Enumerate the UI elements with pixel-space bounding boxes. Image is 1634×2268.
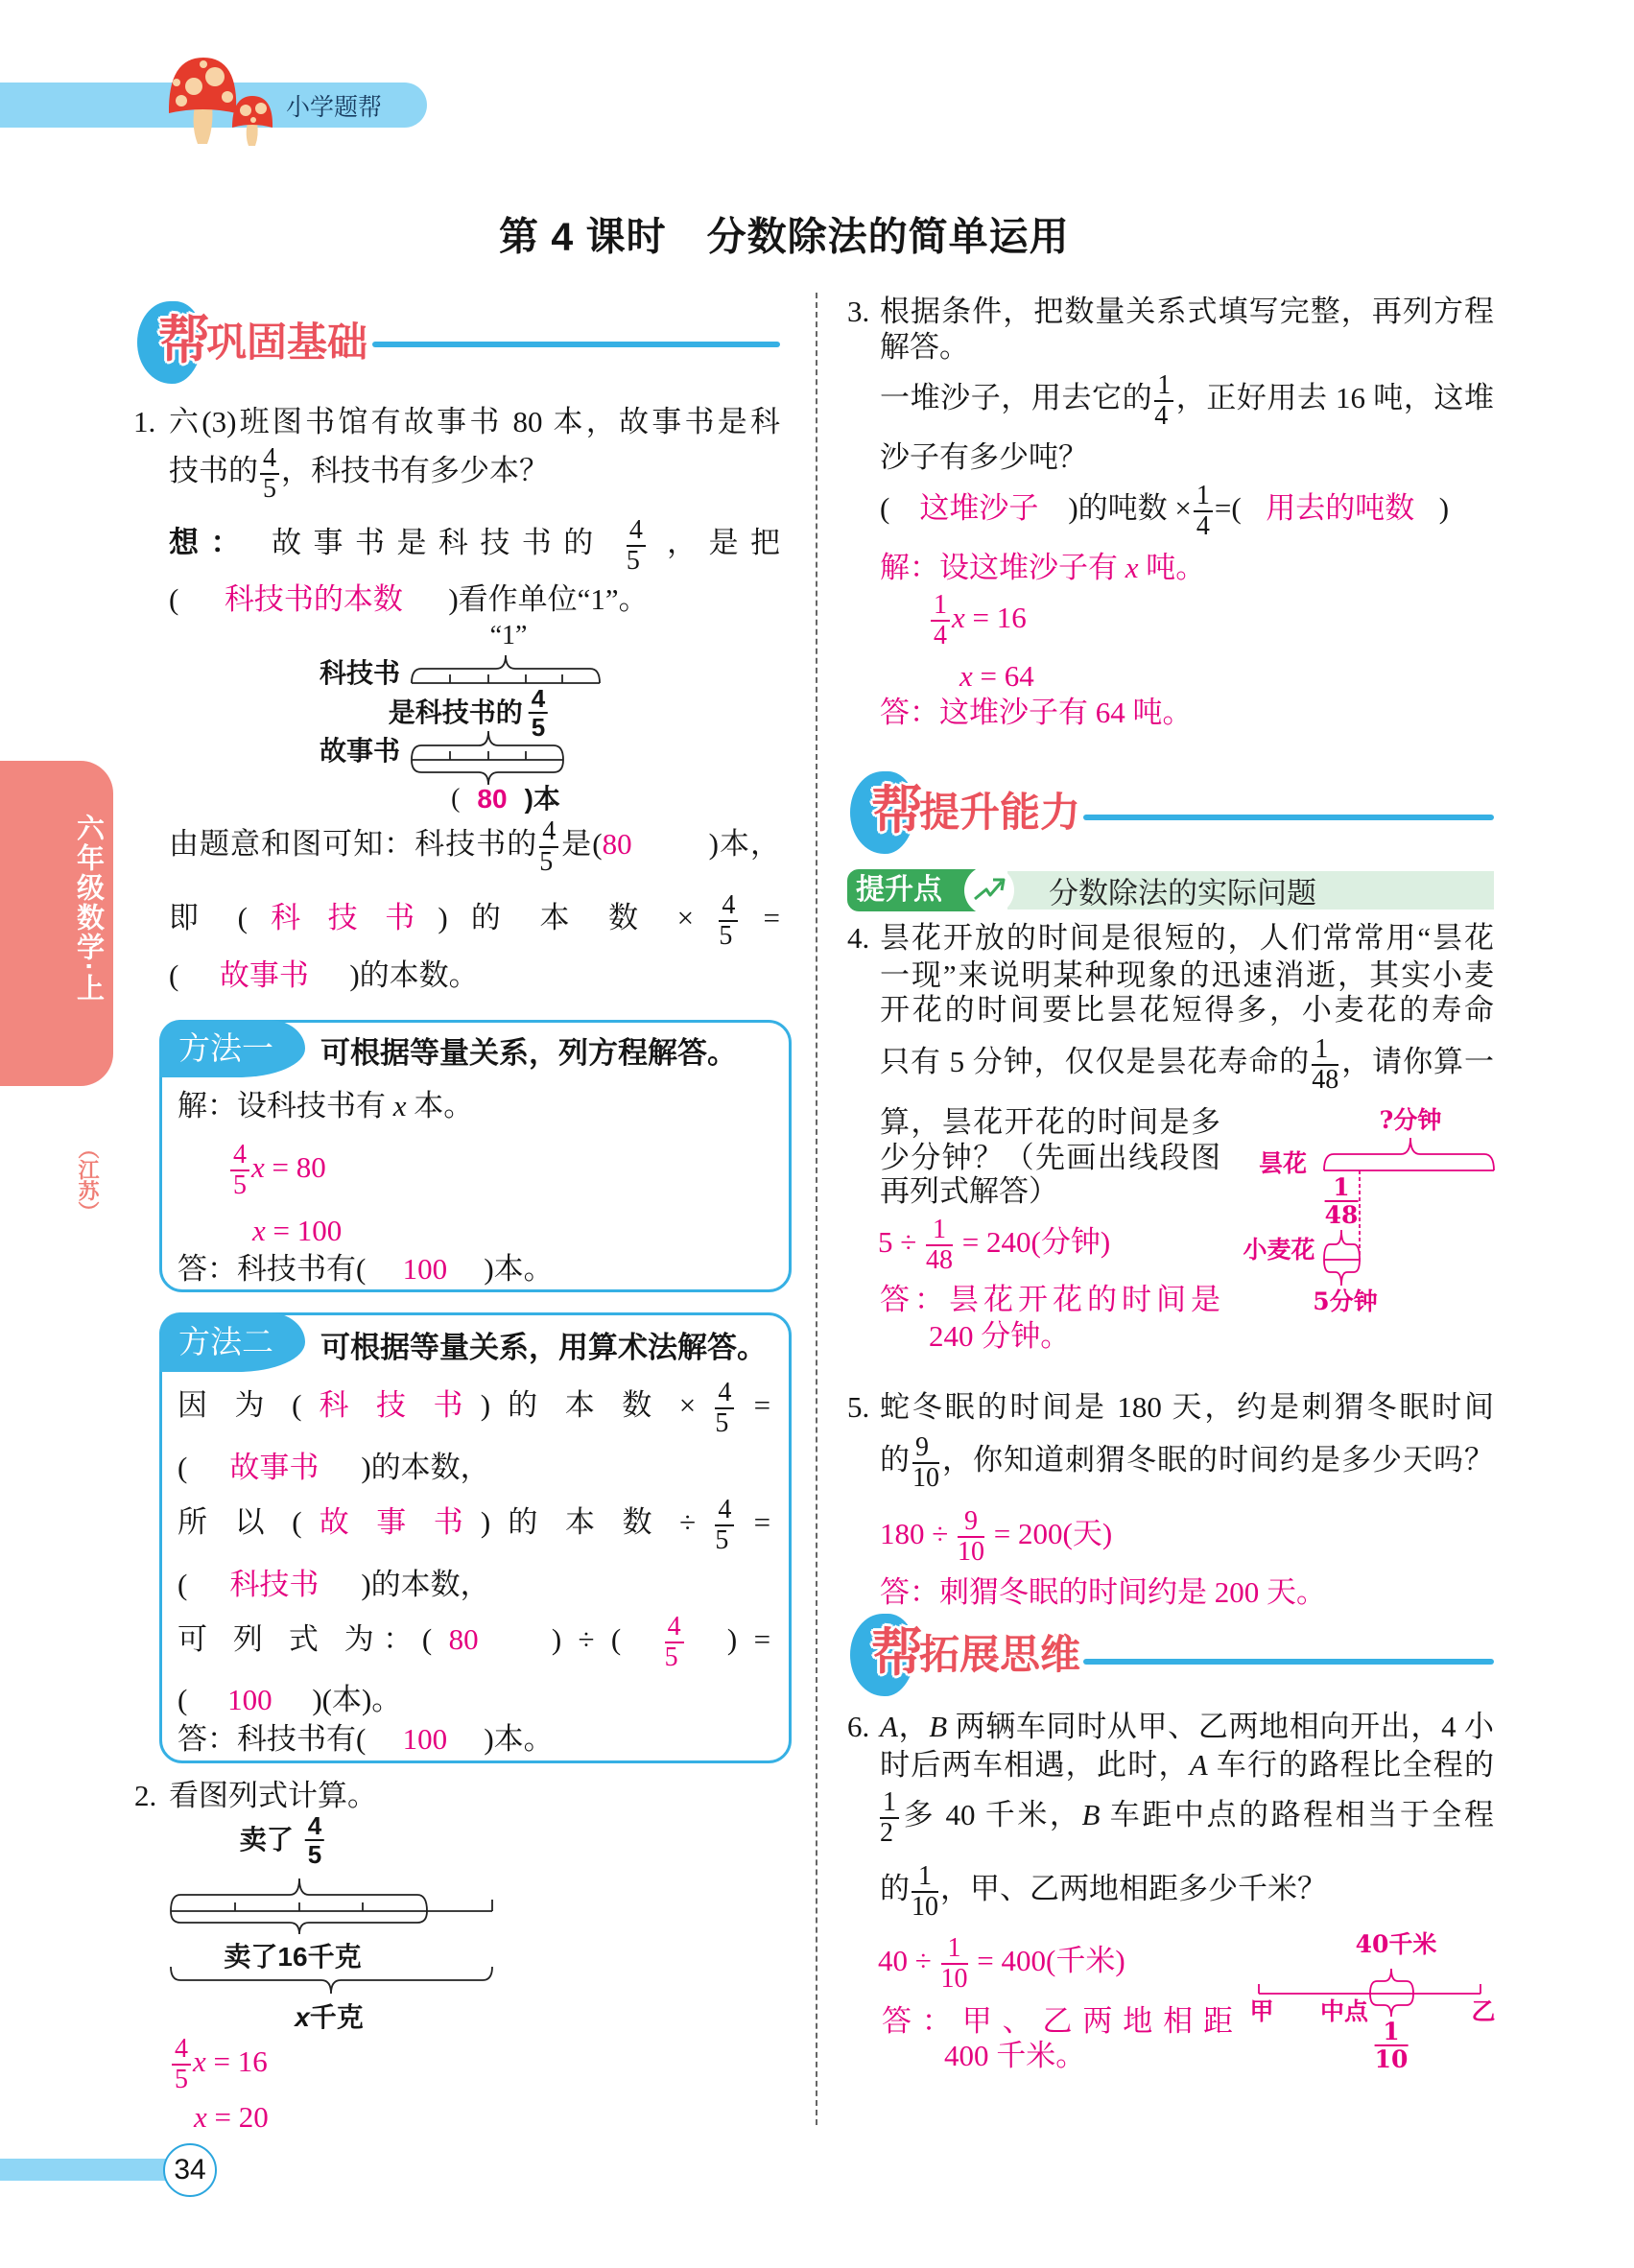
text: 是科技书的 (388, 697, 523, 727)
answer-blank: 故事书 (229, 1451, 320, 1484)
text: ( (178, 1683, 188, 1716)
problem-3-number: 3. (847, 295, 870, 328)
numerator: 4 (305, 1813, 324, 1841)
text: 答：科技书有( (178, 1722, 367, 1756)
problem-5-calculation (880, 1508, 1112, 1566)
method-2-line-4 (178, 1566, 490, 1604)
answer-blank: 科技书 (229, 1568, 320, 1601)
numerator: 4 (260, 445, 279, 475)
problem-6-calculation (878, 1935, 1125, 1993)
key-point-label: 分数除法的实际问题 (1049, 876, 1316, 911)
diagram-relation-label (389, 686, 550, 740)
answer-blank: 这堆沙子 (919, 491, 1039, 526)
fraction (715, 1380, 734, 1437)
text: 的 (880, 1443, 911, 1477)
text: ， (897, 1710, 930, 1743)
problem-1-ie-line (169, 892, 780, 950)
text: = 100 (265, 1214, 343, 1247)
text: ，甲、乙两地相距多少千米？ (940, 1872, 1327, 1906)
section-header-basic (137, 299, 387, 386)
denominator: 4 (934, 621, 947, 650)
denominator: 5 (531, 713, 546, 742)
method-2-line-5 (178, 1614, 770, 1671)
diagram-tanhua-label: 昙花 (1258, 1149, 1308, 1177)
problem-1-deduce-line (169, 818, 780, 876)
numerator: 4 (539, 818, 558, 848)
variable: x (959, 659, 973, 693)
problem-1-line-2 (169, 445, 549, 503)
lesson-title: 第 4 课时 分数除法的简单运用 (499, 214, 1070, 259)
text: ) ÷ ( (551, 1622, 622, 1657)
section-badge: 帮 (871, 1624, 923, 1682)
text: 解：设这堆沙子有 (880, 551, 1125, 584)
text: 时后两车相遇，此时， (880, 1748, 1190, 1782)
denominator: 5 (719, 921, 733, 951)
text: ( (178, 1568, 188, 1601)
mushroom-logo-icon (154, 48, 288, 154)
problem-6-answer-line-2: 400 千米。 (944, 2039, 1086, 2072)
problem-1-number: 1. (133, 405, 156, 438)
text: = 16 (205, 2044, 268, 2079)
denominator: 5 (664, 1642, 678, 1672)
section-badge: 帮 (158, 312, 210, 369)
section-badge: 帮 (871, 782, 923, 839)
variable: x (193, 2044, 206, 2079)
denominator: 10 (1374, 2045, 1409, 2073)
text: )本。 (484, 1252, 554, 1286)
problem-3-solution (959, 657, 1034, 696)
car-b: B (1081, 1798, 1101, 1832)
denominator: 5 (715, 1525, 729, 1555)
text: =( (1214, 491, 1242, 526)
text: 一堆沙子，用去它的 (880, 381, 1153, 415)
fraction (1194, 483, 1213, 540)
numerator: 9 (958, 1508, 984, 1538)
variable: x (952, 601, 965, 635)
problem-3-line-4: 沙子有多少吨？ (880, 440, 1088, 474)
text: )本， (708, 827, 781, 862)
fraction (941, 1935, 968, 1993)
problem-6-line-3 (880, 1789, 1494, 1847)
fraction (627, 517, 646, 575)
problem-3-let (880, 549, 1205, 587)
text: 两辆车同时从甲、乙两地相向开出，4 小 (947, 1710, 1494, 1743)
denominator: 10 (940, 1964, 968, 1994)
answer-blank: 故事书 (219, 958, 309, 992)
fraction (719, 892, 738, 950)
fraction (260, 445, 279, 503)
text: = 64 (972, 659, 1034, 693)
denominator: 10 (958, 1537, 985, 1567)
text: 车距中点的路程相当于全程 (1100, 1798, 1494, 1832)
numerator: 4 (172, 2036, 191, 2066)
diagram-story-label: 故事书 (319, 736, 401, 766)
fraction (230, 1142, 249, 1199)
fraction (912, 1434, 939, 1492)
text: ) 的 本 数 ÷ (480, 1505, 697, 1540)
method-2-box (159, 1312, 792, 1763)
numerator: 1 (926, 1217, 953, 1246)
car-b: B (929, 1710, 948, 1743)
text: 40 ÷ (878, 1944, 932, 1978)
method-1-tag: 方法一 (159, 1020, 305, 1077)
text: )的本数， (361, 1568, 490, 1601)
text: = 80 (264, 1150, 326, 1185)
problem-4-answer-line-1: 答：昙花开花的时间是 (880, 1283, 1220, 1316)
diagram-total-label (451, 785, 560, 814)
numerator: 1 (1375, 2020, 1409, 2046)
problem-4-line-7: 再列式解答） (880, 1174, 1058, 1208)
answer-blank: 科技书的本数 (224, 582, 403, 616)
text: = (753, 1505, 771, 1540)
problem-5-answer: 答：刺猬冬眠的时间约是 200 天。 (880, 1575, 1326, 1609)
answer-value: 80 (477, 784, 508, 814)
diagram-distance-label: 40千米 (1355, 1930, 1437, 1958)
denominator: 5 (715, 1408, 729, 1438)
problem-5-number: 5. (847, 1390, 870, 1424)
numerator: 4 (627, 517, 646, 547)
diagram-total-time-label: ?分钟 (1379, 1106, 1442, 1134)
variable: x (194, 2100, 207, 2134)
think-label: 想： (169, 526, 252, 560)
section-label: 拓展思维 (919, 1632, 1081, 1677)
problem-4-line-2: 一现”来说明某种现象的迅速消逝，其实小麦 (880, 958, 1494, 992)
problem-5-line-2 (880, 1434, 1494, 1492)
method-2-title: 可根据等量关系，用算术法解答。 (320, 1331, 767, 1364)
problem-3-answer: 答：这堆沙子有 64 吨。 (880, 696, 1193, 729)
method-2-line-6 (178, 1681, 401, 1719)
fraction (880, 1789, 899, 1847)
diagram-start-label: 甲 (1249, 1997, 1274, 2025)
text: 解：设科技书有 (178, 1089, 393, 1122)
text: ，你知道刺猬冬眠的时间约是多少天吗？ (941, 1443, 1494, 1477)
fraction (1325, 1175, 1359, 1227)
problem-1-ie-line-2 (169, 957, 479, 995)
problem-6-number: 6. (847, 1710, 870, 1743)
method-2-line-1 (178, 1380, 770, 1437)
text: )本 (524, 784, 560, 814)
text: ，正好用去 16 吨，这堆 (1175, 381, 1495, 415)
text: = 400(千米) (977, 1944, 1125, 1978)
problem-4-line-1: 昙花开放的时间是很短的，人们常常用“昙花 (880, 921, 1494, 955)
arrow-up-right-icon (964, 865, 1014, 915)
text: 只有 5 分钟，仅仅是昙花寿命的 (880, 1045, 1311, 1079)
numerator: 1 (1325, 1175, 1359, 1202)
answer-blank: 100 (227, 1683, 272, 1716)
answer-blank: 100 (402, 1252, 448, 1286)
method-1-title: 可根据等量关系，列方程解答。 (320, 1036, 737, 1070)
diagram-wheat-time-label: 5分钟 (1313, 1288, 1378, 1315)
numerator: 4 (715, 1380, 734, 1409)
answer-blank: 故事书 (319, 1505, 463, 1540)
text: ) 的 本 数 × (438, 901, 695, 935)
text: 吨。 (1138, 551, 1206, 584)
diagram-total-label (295, 2003, 364, 2032)
section-header-expand (850, 1612, 1100, 1698)
diagram-sold-fraction-label (240, 1813, 326, 1867)
problem-4-calculation (878, 1217, 1110, 1274)
text: 因 为 ( (178, 1388, 302, 1423)
brand-name: 小学题帮 (286, 94, 383, 121)
text: ( (178, 1451, 188, 1484)
answer-blank: 100 (402, 1722, 448, 1756)
numerator: 4 (719, 892, 738, 922)
denominator: 4 (1154, 401, 1169, 431)
numerator: 9 (912, 1434, 939, 1464)
text: 由题意和图可知：科技书的 (169, 827, 538, 862)
text: )的本数， (361, 1451, 490, 1484)
text: 多 40 千米， (901, 1798, 1082, 1832)
answer-blank: 用去的吨数 (1266, 491, 1415, 526)
text: ，科技书有多少本？ (281, 454, 549, 488)
text: )看作单位“1”。 (448, 582, 649, 616)
method-2-line-3 (178, 1497, 770, 1554)
section-rule (372, 342, 780, 347)
text: )本。 (484, 1722, 554, 1756)
problem-6-line-1 (880, 1708, 1494, 1746)
problem-3-equation (929, 592, 1027, 650)
section-rule (1083, 815, 1494, 820)
diagram-unit-label: “1” (489, 621, 528, 650)
answer-fraction (665, 1614, 684, 1671)
problem-4-line-6: 少分钟？（先画出线段图 (880, 1141, 1220, 1174)
text: ( (451, 784, 461, 814)
text: )的本数。 (349, 958, 479, 992)
text: ( (880, 491, 890, 526)
diagram-midpoint-label: 中点 (1319, 1997, 1369, 2025)
denominator: 48 (1312, 1065, 1339, 1095)
text: = (753, 1388, 771, 1423)
denominator: 10 (912, 1892, 938, 1922)
text: 故事书是科技书的 (272, 526, 605, 560)
fraction (172, 2036, 191, 2093)
car-a: A (1189, 1748, 1208, 1782)
numerator: 4 (665, 1614, 684, 1643)
text: ，请你算一 (1340, 1045, 1494, 1079)
problem-2-line-diagram (171, 1878, 492, 1994)
numerator: 1 (912, 1863, 938, 1893)
text: = 200(天) (993, 1517, 1113, 1551)
text: 的 (880, 1872, 910, 1906)
problem-2-number: 2. (134, 1779, 157, 1812)
problem-1-think-line-2 (169, 580, 649, 619)
problem-3-relation (880, 483, 1449, 540)
numerator: 1 (1194, 483, 1213, 512)
text: = 240(分钟) (961, 1225, 1111, 1260)
diagram-sold-amount-label: 卖了16千克 (224, 1942, 362, 1972)
fraction (529, 686, 548, 740)
denominator: 2 (880, 1818, 893, 1848)
fraction (715, 1497, 734, 1554)
method-1-equation (228, 1142, 326, 1199)
numerator: 1 (1312, 1036, 1338, 1066)
text: ) = (726, 1622, 771, 1657)
text: = 16 (964, 601, 1027, 635)
text: 卖了 (239, 1825, 294, 1855)
method-1-box (159, 1020, 792, 1292)
answer-blank: 科技书 (319, 1388, 463, 1423)
column-divider (816, 293, 817, 2125)
fraction (305, 1813, 324, 1867)
fraction (931, 592, 950, 650)
denominator: 4 (1196, 511, 1210, 541)
region-label: （江苏） (76, 1138, 100, 1222)
problem-4-answer-line-2: 240 分钟。 (929, 1319, 1071, 1353)
diagram-fraction-label (1325, 1175, 1359, 1227)
fraction (912, 1863, 938, 1921)
text: 答：科技书有( (178, 1252, 367, 1286)
text: ( (169, 958, 179, 992)
problem-5-line-1: 蛇冬眠的时间是 180 天，约是刺猬冬眠时间 (880, 1390, 1494, 1424)
text: 所 以 ( (178, 1505, 302, 1540)
numerator: 1 (931, 592, 950, 622)
text: 技书的 (169, 454, 258, 488)
text: 车行的路程比全程的 (1207, 1748, 1494, 1782)
answer-blank: 科技书 (271, 901, 415, 935)
fraction (1375, 2020, 1409, 2071)
problem-6-line-4 (880, 1863, 1327, 1921)
section-rule (1083, 1659, 1494, 1665)
diagram-science-label: 科技书 (319, 658, 401, 688)
numerator: 4 (715, 1497, 734, 1526)
fraction (1312, 1036, 1338, 1094)
text: 即 ( (169, 901, 248, 935)
problem-4-line-3: 开花的时间要比昙花短得多，小麦花的寿命 (880, 993, 1494, 1027)
method-2-line-2 (178, 1449, 490, 1487)
denominator: 5 (307, 1840, 322, 1869)
numerator: 1 (1154, 372, 1173, 402)
problem-3-line-1: 根据条件，把数量关系式填写完整，再列方程 (880, 295, 1494, 328)
problem-1-line-1: 六(3)班图书馆有故事书 80 本，故事书是科 (169, 405, 780, 438)
text: 是( (560, 827, 603, 862)
car-a: A (880, 1710, 898, 1743)
text: 本。 (406, 1089, 474, 1122)
problem-6-line-2 (880, 1746, 1494, 1784)
section-label: 巩固基础 (206, 319, 368, 365)
problem-6-answer-line-1: 答：甲、乙两地相距 (882, 2004, 1233, 2038)
problem-6-line-diagram (1259, 1969, 1480, 2017)
denominator: 48 (926, 1245, 954, 1275)
numerator: 1 (941, 1935, 968, 1965)
problem-2-equation (170, 2036, 268, 2093)
problem-2-solution (194, 2098, 269, 2137)
variable: x (252, 1214, 266, 1247)
problem-3-line-3 (880, 372, 1494, 430)
fraction (958, 1508, 984, 1566)
side-tab (0, 761, 113, 1086)
method-2-tag: 方法二 (159, 1312, 305, 1372)
text: )的吨数 × (1068, 491, 1192, 526)
method-1-let (178, 1087, 473, 1125)
fraction (926, 1217, 953, 1274)
page-number: 34 (163, 2143, 217, 2197)
section-header-improve (850, 769, 1100, 856)
problem-3-line-2: 解答。 (880, 330, 969, 364)
text: 5 ÷ (878, 1225, 917, 1260)
text: 180 ÷ (880, 1517, 949, 1551)
denominator: 48 (1324, 1201, 1359, 1229)
problem-1-think-line (169, 517, 780, 575)
fraction (539, 818, 558, 876)
text: 千克 (309, 2002, 364, 2032)
text: = (763, 901, 781, 935)
problem-4-number: 4. (847, 921, 870, 955)
text: = 20 (206, 2100, 269, 2134)
footer-bar (0, 2159, 168, 2181)
text: ) 的 本 数 × (480, 1388, 697, 1423)
denominator: 10 (912, 1463, 939, 1493)
diagram-fraction-label (1375, 2020, 1409, 2071)
variable: x (1125, 551, 1139, 584)
grade-label: 六年级数学·上 (73, 814, 104, 1004)
denominator: 5 (233, 1170, 247, 1200)
answer-blank: 80 (448, 1622, 479, 1657)
variable: x (251, 1150, 265, 1185)
text: ( (169, 582, 179, 616)
problem-2-title: 看图列式计算。 (169, 1779, 377, 1812)
problem-4-line-4 (880, 1036, 1494, 1094)
variable: x (392, 1089, 407, 1122)
method-1-solution (252, 1212, 342, 1250)
text: ) (1438, 491, 1450, 526)
denominator: 5 (263, 474, 276, 504)
key-point-badge: 提升点 (847, 869, 983, 911)
numerator: 4 (529, 686, 548, 714)
numerator: 4 (230, 1142, 249, 1171)
problem-4-line-5: 算，昙花开花的时间是多 (880, 1105, 1220, 1139)
text: )(本)。 (312, 1683, 402, 1716)
text: 可 列 式 为：( (178, 1622, 433, 1657)
numerator: 1 (880, 1789, 899, 1819)
method-2-answer (178, 1720, 554, 1759)
denominator: 5 (175, 2065, 188, 2094)
diagram-end-label: 乙 (1471, 1997, 1496, 2025)
method-1-answer (178, 1250, 554, 1288)
section-label: 提升能力 (919, 790, 1081, 835)
denominator: 5 (626, 546, 640, 576)
denominator: 5 (539, 847, 554, 877)
text: ，是把 (667, 526, 781, 560)
variable: x (295, 2002, 310, 2032)
fraction (1154, 372, 1173, 430)
diagram-wheat-label: 小麦花 (1243, 1236, 1315, 1264)
answer-blank: 80 (602, 827, 632, 862)
